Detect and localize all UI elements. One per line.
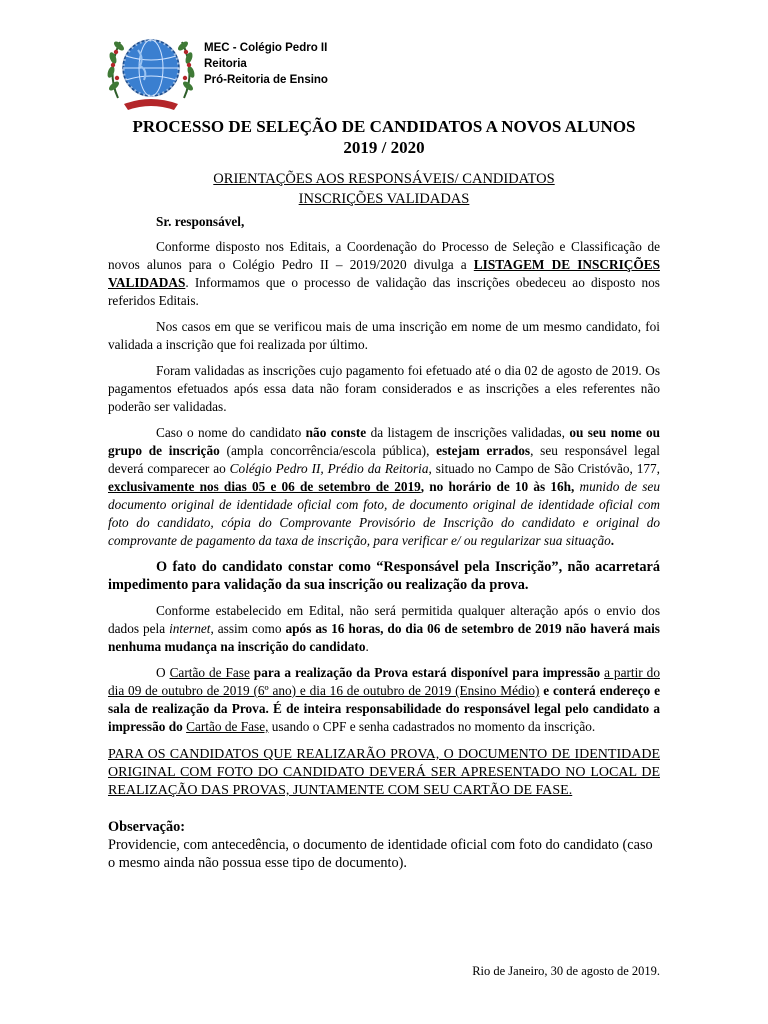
p6-text-d: após as 16 horas, do dia 06 de setembro de 2019 não haverá mais nenhuma mudança na inscrição do candidato xyxy=(108,621,660,654)
title-line-2: 2019 / 2020 xyxy=(343,138,425,157)
letterhead-text xyxy=(204,40,328,88)
date-footer: Rio de Janeiro, 30 de agosto de 2019. xyxy=(472,964,660,978)
p1-text-c: . Informamos que o processo de validação das inscrições obedeceu ao disposto nos referidos Editais. xyxy=(108,275,660,308)
p1-text-a: Conforme disposto nos Editais, a Coordenação do Processo de Seleção e Classificação de novos alunos para o Colégio Pedro II – 2019/2020 divulga a xyxy=(108,239,660,272)
document-title xyxy=(80,116,688,158)
paragraph-4 xyxy=(108,424,660,550)
salutation: Sr. responsável, xyxy=(156,214,245,229)
subtitle-line-1: ORIENTAÇÕES AOS RESPONSÁVEIS/ CANDIDATOS xyxy=(213,171,555,187)
p4-text-h: Colégio Pedro II, Prédio da Reitoria xyxy=(229,461,429,476)
p4-text-b: não conste xyxy=(305,425,367,440)
p7-text-f: Cartão de Fase, xyxy=(186,719,269,734)
p7-text-d: a partir do dia 09 de outubro de 2019 (6º ano) e dia 16 de outubro de 2019 (Ensino Médio) xyxy=(108,665,660,698)
p6-text-b: internet xyxy=(169,621,211,636)
title-line-1: PROCESSO DE SELEÇÃO DE CANDIDATOS A NOVOS ALUNOS xyxy=(132,117,636,136)
header-line-1: MEC - Colégio Pedro II xyxy=(204,42,328,54)
p7-text-a: O xyxy=(156,665,170,680)
p7-text-b: Cartão de Fase xyxy=(169,665,250,680)
paragraph-3: Foram validadas as inscrições cujo pagamento foi efetuado até o dia 02 de agosto de 2019. Os pagamentos efetuados após essa data não foram considerados e as inscrições a eles referentes não poderão ser validadas. xyxy=(108,363,660,414)
p4-text-e: (ampla concorrência/escola pública), xyxy=(219,443,437,458)
p6-text-e: . xyxy=(365,639,369,654)
p6-text-c: , assim como xyxy=(210,621,286,636)
paragraph-1 xyxy=(108,238,660,310)
p4-text-l: munido de seu documento original de identidade oficial com foto, de documento original de identidade oficial com foto do candidato, cópia do Comprovante Provisório de Inscrição do candidato e original do comprovante de pagamento da taxa de inscrição, para verificar e/ ou regularizar sua situação xyxy=(108,479,660,548)
paragraph-2: Nos casos em que se verificou mais de uma inscrição em nome de um mesmo candidato, foi validada a inscrição que foi realizada por último. xyxy=(108,319,660,352)
paragraph-5: O fato do candidato constar como “Responsável pela Inscrição”, não acarretará impedimento para validação da sua inscrição ou realização da prova. xyxy=(108,559,660,593)
paragraph-7 xyxy=(108,664,660,736)
header-line-3: Pró-Reitoria de Ensino xyxy=(204,74,328,86)
document-subtitle xyxy=(80,169,688,209)
header-line-2: Reitoria xyxy=(204,58,247,70)
p4-text-m: . xyxy=(610,533,615,548)
paragraph-6 xyxy=(108,602,660,656)
observation-title: Observação: xyxy=(108,819,186,835)
p4-text-c: da listagem de inscrições validadas, xyxy=(366,425,570,440)
p7-text-c: para a realização da Prova estará disponível para impressão xyxy=(249,665,605,680)
p7-text-e: e conterá endereço e sala de realização da Prova. É de inteira responsabilidade do responsável legal pelo candidato a impressão do xyxy=(108,683,661,734)
document-body xyxy=(108,213,660,872)
p6-text-a: Conforme estabelecido em Edital, não será permitida qualquer alteração após o envio dos dados pela xyxy=(108,603,660,636)
letterhead xyxy=(104,28,524,113)
p4-text-f: estejam errados xyxy=(436,443,531,458)
p1-listing-link-text: LISTAGEM DE INSCRIÇÕES VALIDADAS xyxy=(108,257,660,290)
p4-text-a: Caso o nome do candidato xyxy=(156,425,306,440)
observation-text: Providencie, com antecedência, o documento de identidade oficial com foto do candidato (caso o mesmo ainda não possua esse tipo de documento). xyxy=(108,837,653,871)
p7-text-g: usando o CPF e senha cadastrados no momento da inscrição. xyxy=(268,719,596,734)
caps-notice: PARA OS CANDIDATOS QUE REALIZARÃO PROVA, O DOCUMENTO DE IDENTIDADE ORIGINAL COM FOTO DO CANDIDATO DEVERÁ SER APRESENTADO NO LOCAL DE REALIZAÇÃO DAS PROVAS, JUNTAMENTE COM SEU CARTÃO DE FASE. xyxy=(108,747,660,798)
p4-text-j: exclusivamente nos dias 05 e 06 de setembro de 2019 xyxy=(108,479,421,494)
globe-laurel-seal-icon xyxy=(104,28,198,112)
p4-text-d: ou seu nome ou grupo de inscrição xyxy=(108,425,661,458)
p4-text-k: , no horário de 10 às 16h, xyxy=(420,479,575,494)
p4-text-i: , situado no Campo de São Cristóvão, 177, xyxy=(428,461,660,476)
subtitle-line-2: INSCRIÇÕES VALIDADAS xyxy=(298,191,470,207)
p4-text-g: , seu responsável legal deverá comparecer ao xyxy=(108,443,660,476)
